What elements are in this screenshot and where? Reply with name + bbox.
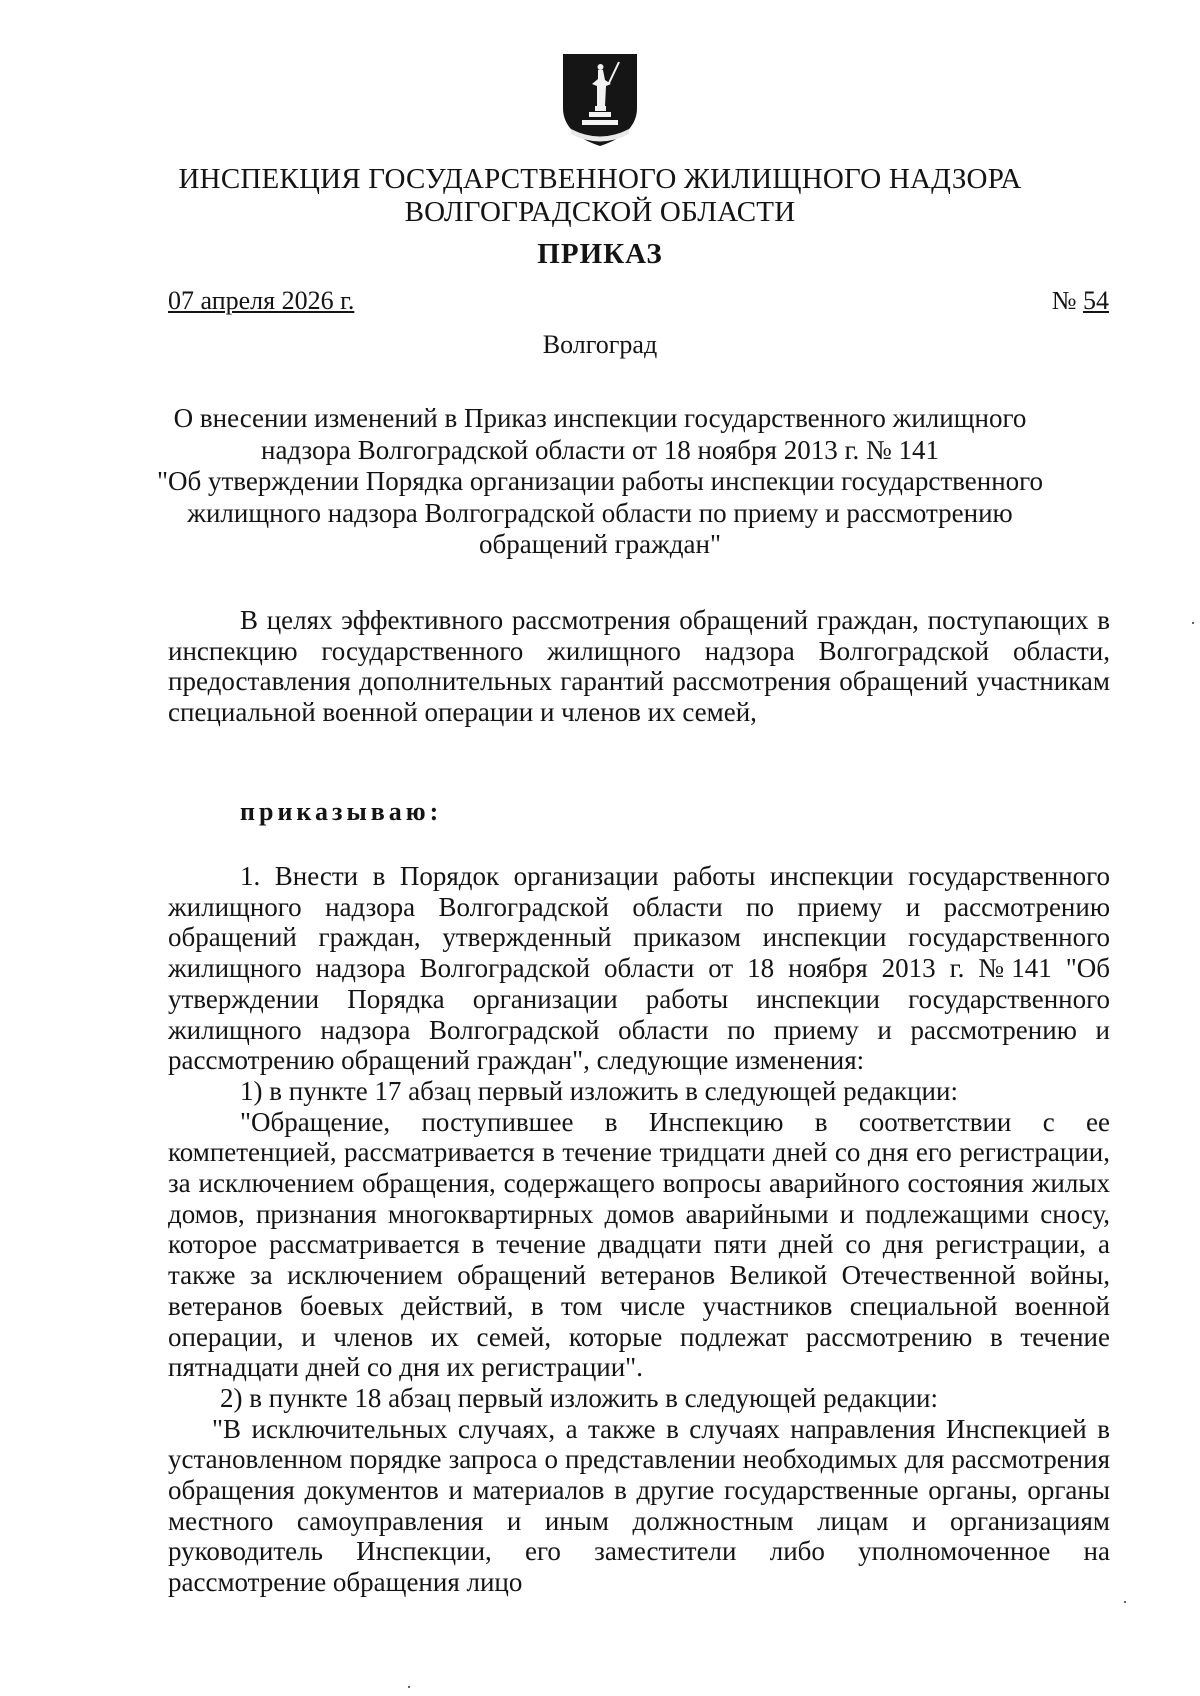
subject-line3: "Об утверждении Порядка организации работы инспекции государственного — [156, 466, 1044, 496]
subject-line4: жилищного надзора Волгоградской области по приему и рассмотрению — [187, 497, 1013, 528]
quote-1-text: "Обращение, поступившее в Инспекцию в соответствии с ее компетенцией, рассматривается в течение тридцати дней со дня его регистрации, за исключением обращения, содержащего вопросы аварийного состояния жилых домов, признания многоквартирных домов аварийными и подлежащими сносу, которое рассматривается в течение двадцати пяти дней со дня регистрации, а также за исключением обращений ветеранов Великой Отечественной войны, ветеранов боевых действий, в том числе участников специальной военной операции, и членов их семей, которые подлежат рассмотрению в течение пятнадцати дней со дня их регистрации". — [168, 1106, 1110, 1383]
item-1-text: 1. Внести в Порядок организации работы инспекции государственного жилищного надзора Волгоградской области по приему и рассмотрению обращений граждан, утвержденный приказом инспекции государственного жилищного надзора Волгоградской области от 18 ноября 2013 г. №141 "Об утверждении Порядка организации работы инспекции государственного жилищного надзора Волгоградской области по приему и рассмотрению и рассмотрению обращений граждан", следующие изменения: — [168, 861, 1110, 1076]
order-items — [168, 861, 1110, 1598]
scan-speck — [1124, 1601, 1126, 1603]
order-date: 07 апреля 2026 г. — [168, 286, 355, 315]
subject-line5: обращений граждан" — [479, 529, 721, 559]
document-type: ПРИКАЗ — [537, 238, 663, 270]
decree-word: приказываю: — [240, 797, 443, 826]
subitem-2-text: 2) в пункте 18 абзац первый изложить в следующей редакции: — [220, 1382, 938, 1413]
organization-name — [0, 163, 1200, 229]
subject-line2: надзора Волгоградской области от 18 ноября 2013 г. № 141 — [261, 434, 939, 465]
volgograd-coat-of-arms-icon — [559, 50, 641, 148]
preamble-text: В целях эффективного рассмотрения обращений граждан, поступающих в инспекцию государственного жилищного надзора Волгоградской области, предоставления дополнительных гарантий рассмотрения обращений участникам специальной военной операции и членов их семей, — [168, 605, 1110, 728]
order-number-value: 54 — [1083, 286, 1109, 315]
order-subject — [0, 403, 1200, 561]
organization-name-line1: ИНСПЕКЦИЯ ГОСУДАРСТВЕННОГО ЖИЛИЩНОГО НАДЗОРА — [178, 163, 1022, 195]
preamble-block — [168, 605, 1110, 728]
subitem-1-text: 1) в пункте 17 абзац первый изложить в следующей редакции: — [240, 1075, 958, 1106]
order-number-prefix: № — [1051, 286, 1083, 315]
subject-line1: О внесении изменений в Приказ инспекции государственного жилищного — [173, 403, 1027, 433]
order-number — [1052, 286, 1109, 316]
organization-name-line2: ВОЛГОГРАДСКОЙ ОБЛАСТИ — [404, 196, 796, 228]
scan-speck — [408, 1686, 410, 1688]
scan-speck — [1192, 622, 1194, 624]
quote-2-text: "В исключительных случаях, а также в случаях направления Инспекцией в установленном порядке запроса о представлении необходимых для рассмотрения обращения документов и материалов в другие государственные органы, органы местного самоуправления и иным должностным лицам и организациям руководитель Инспекции, его заместители либо уполномоченное на рассмотрение обращения лицо — [168, 1413, 1110, 1598]
city-name: Волгоград — [542, 330, 658, 359]
